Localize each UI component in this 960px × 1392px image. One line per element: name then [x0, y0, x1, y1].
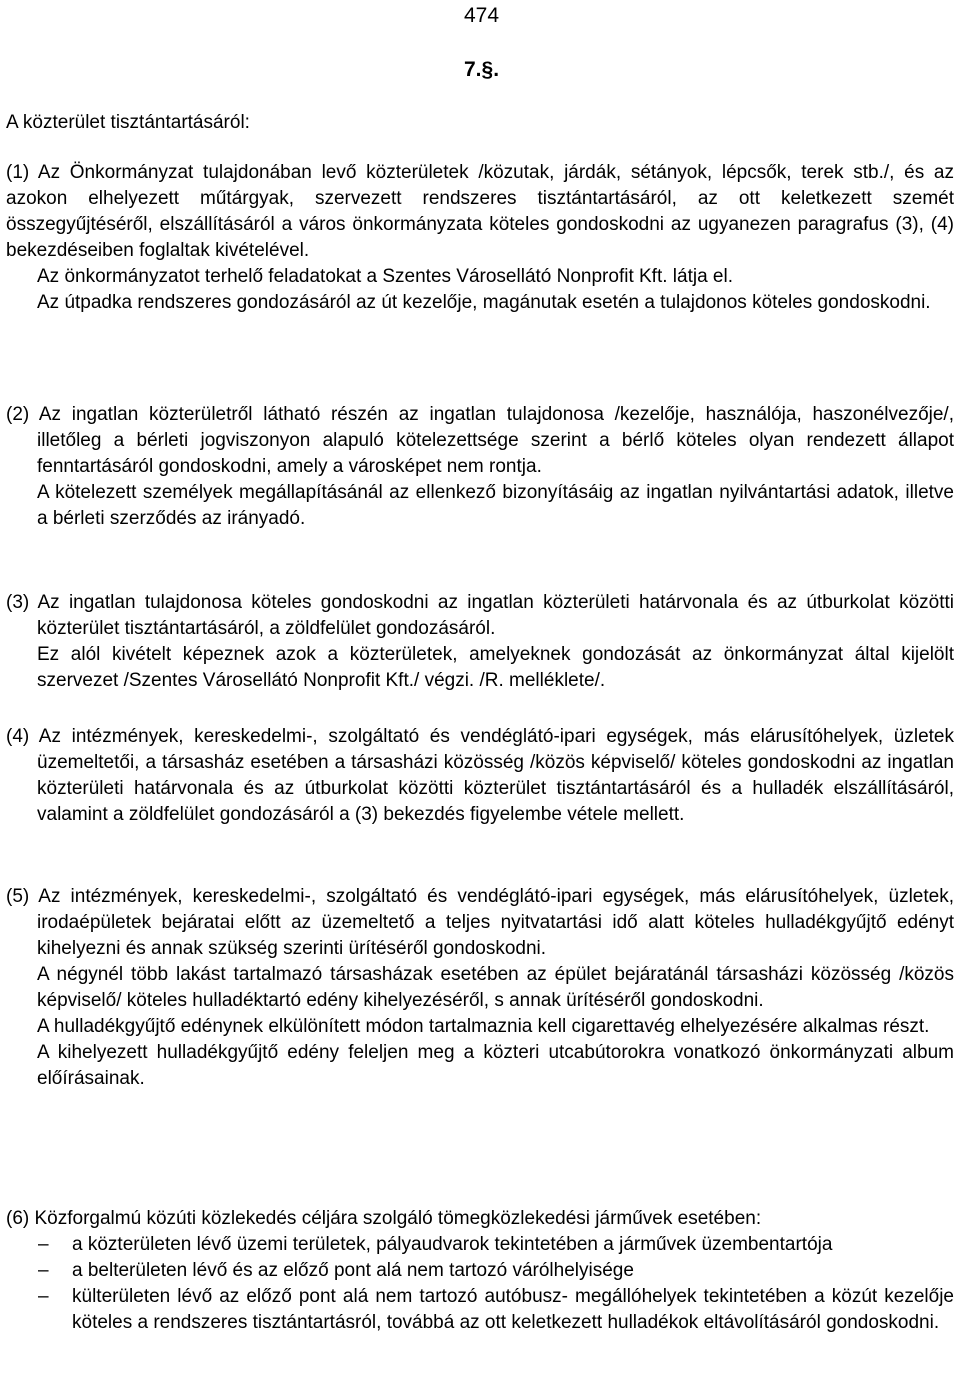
- list-item: – a belterületen lévő és az előző pont alá nem tartozó várólhelyisége: [6, 1258, 954, 1284]
- paragraph-5-line-4: A kihelyezett hulladékgyűjtő edény feleljen meg a közteri utcabútorokra vonatkozó önkormányzati album előírásainak.: [37, 1042, 954, 1089]
- list-item: – külterületen lévő az előző pont alá nem tartozó autóbusz- megállóhelyek tekintetében a közút kezelője köteles a rendszeres tisztántartásról, továbbá az ott keletkezett hulladékok eltávolításáról gondoskodni.: [38, 1286, 954, 1333]
- paragraph-3: [6, 590, 954, 694]
- paragraph-1: [6, 160, 954, 316]
- paragraph-6-text: (6) Közforgalmú közúti közlekedés céljára szolgáló tömegközlekedési járművek esetében:: [6, 1208, 762, 1229]
- dash-bullet-icon: –: [38, 1260, 49, 1281]
- paragraph-4-text: (4) Az intézmények, kereskedelmi-, szolgáltató és vendéglátó-ipari egységek, más elárusítóhelyek, üzletek üzemeltetői, a társasház esetében a társasházi közösség /közös képviselő/ köteles gondoskodni az ingatlan közterületi határvonala és az útburkolat közötti közterület tisztántartásáról és a hulladék elszállításáról, valamint a zöldfelület gondozásáról a (3) bekezdés figyelembe vétele mellett.: [6, 726, 954, 825]
- paragraph-5-line-2: A négynél több lakást tartalmazó társasházak esetében az épület bejáratánál társasházi közösség /közös képviselő/ köteles hulladéktartó edény kihelyezéséről, s annak ürítéséről gondoskodni.: [37, 964, 954, 1011]
- paragraph-3-line-2: Ez alól kivételt képeznek azok a közterületek, amelyeknek gondozását az önkormányzat által kijelölt szervezet /Szentes Városellátó Nonprofit Kft./ végzi. /R. melléklete/.: [37, 644, 954, 691]
- paragraph-6-list: [6, 1232, 954, 1336]
- paragraph-2-text: (2) Az ingatlan közterületről látható részén az ingatlan tulajdonosa /kezelője, használója, haszonélvezője/, illetőleg a bérleti jogviszonyon alapuló kötelezettsége szerint a bérlő köteles olyan rendezett állapot fenntartásáról gondoskodni, amely a városképet nem rontja.: [6, 404, 954, 477]
- paragraph-1-text: (1) Az Önkormányzat tulajdonában levő közterületek /közutak, járdák, sétányok, lépcsők, terek stb./, és az azokon elhelyezett műtárgyak, szervezett rendszeres tisztántartásáról, az ott keletkezett szemét összegyűjtéséről, elszállításáról a város önkormányzata köteles gondoskodni az ugyanezen paragrafus (3), (4) bekezdéseiben foglaltak kivételével.: [6, 162, 954, 261]
- paragraph-2: [6, 402, 954, 532]
- section-title: A közterület tisztántartásáról:: [6, 112, 250, 133]
- paragraph-4: [6, 724, 954, 828]
- paragraph-5-line-3: A hulladékgyűjtő edénynek elkülönített módon tartalmaznia kell cigarettavég elhelyezésére alkalmas részt.: [37, 1016, 930, 1037]
- paragraph-1-line-3: Az útpadka rendszeres gondozásáról az út kezelője, magánutak esetén a tulajdonos köteles gondoskodni.: [37, 292, 931, 313]
- paragraph-5: [6, 884, 954, 1092]
- dash-bullet-icon: –: [38, 1234, 49, 1255]
- page-number: 474: [464, 4, 500, 27]
- paragraph-2-line-2: A kötelezett személyek megállapításánál az ellenkező bizonyításáig az ingatlan nyilvántartási adatok, illetve a bérleti szerződés az irányadó.: [37, 482, 954, 529]
- list-item: – a közterületen lévő üzemi területek, pályaudvarok tekintetében a járművek üzembentartója: [6, 1232, 954, 1258]
- section-number: 7.§.: [464, 58, 500, 81]
- paragraph-1-line-2: Az önkormányzatot terhelő feladatokat a Szentes Városellátó Nonprofit Kft. látja el.: [37, 266, 733, 287]
- paragraph-3-text: (3) Az ingatlan tulajdonosa köteles gondoskodni az ingatlan közterületi határvonala és az útburkolat közötti közterület tisztántartásáról, a zöldfelület gondozásáról.: [6, 592, 954, 639]
- dash-bullet-icon: –: [38, 1286, 49, 1307]
- paragraph-5-text: (5) Az intézmények, kereskedelmi-, szolgáltató és vendéglátó-ipari egységek, más elárusítóhelyek, üzletek, irodaépületek bejáratai előtt az üzemeltető a teljes nyitvatartási idő alatt köteles hulladékgyűjtő edényt kihelyezni és annak szükség szerinti ürítéséről gondoskodni.: [6, 886, 954, 959]
- paragraph-6: [6, 1206, 954, 1232]
